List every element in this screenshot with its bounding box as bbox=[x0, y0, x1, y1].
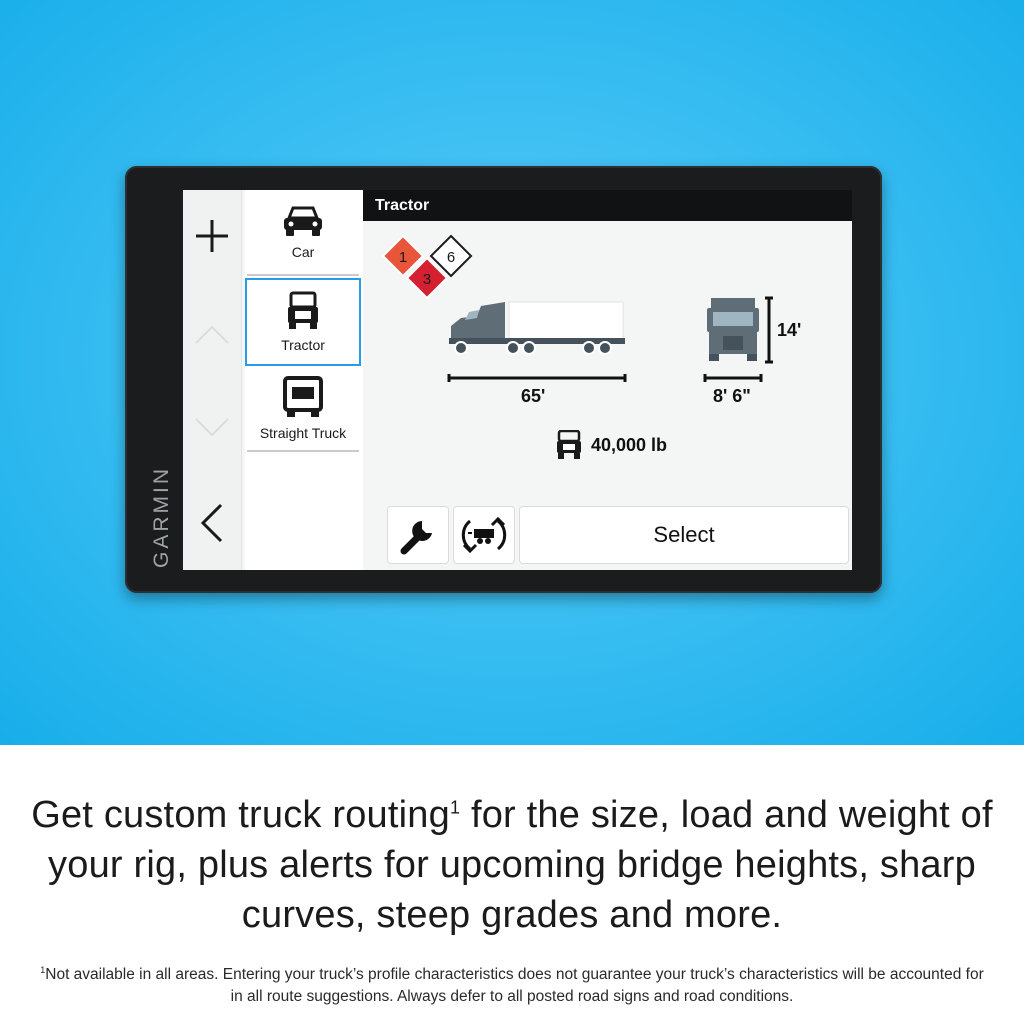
back-button[interactable] bbox=[183, 498, 241, 548]
weight-value: 40,000 lb bbox=[591, 434, 668, 455]
add-button[interactable] bbox=[183, 212, 241, 260]
trailer-swap-button[interactable] bbox=[453, 506, 515, 564]
profile-label: Tractor bbox=[281, 337, 325, 353]
caption-text-end: for the size, load and weight of your rig, plus alerts for upcoming bridge heights, sharp curves, steep grades and more. bbox=[48, 794, 993, 936]
settings-button[interactable] bbox=[387, 506, 449, 564]
left-control-column bbox=[183, 190, 242, 570]
truck-front-icon bbox=[705, 296, 761, 362]
width-value: 8' 6" bbox=[713, 386, 751, 406]
height-dimension-line bbox=[763, 296, 775, 364]
marketing-caption bbox=[0, 790, 1024, 940]
scroll-down-button[interactable] bbox=[183, 408, 241, 448]
trailer-swap-icon bbox=[460, 513, 508, 557]
footnote-marker: 1 bbox=[40, 964, 46, 975]
profile-item-straight-truck[interactable] bbox=[247, 366, 359, 452]
weight-readout bbox=[555, 430, 667, 460]
height-value: 14' bbox=[777, 320, 802, 340]
footnote bbox=[40, 964, 984, 1008]
vehicle-profile-list bbox=[245, 190, 363, 570]
svg-text:1: 1 bbox=[398, 249, 408, 266]
wrench-icon bbox=[398, 515, 438, 555]
width-dimension-line bbox=[703, 372, 763, 384]
straight-truck-icon bbox=[282, 375, 324, 419]
profile-label: Straight Truck bbox=[259, 425, 347, 441]
caption-text-start: Get custom truck routing bbox=[31, 794, 450, 836]
profile-item-tractor[interactable] bbox=[245, 278, 361, 366]
device-brand: GARMIN bbox=[150, 466, 173, 568]
back-arrow-icon bbox=[199, 503, 225, 543]
profile-detail-panel bbox=[363, 190, 852, 570]
car-icon bbox=[281, 204, 325, 238]
truck-side-icon bbox=[447, 298, 627, 360]
select-button[interactable]: Select bbox=[519, 506, 849, 564]
length-value: 65' bbox=[521, 386, 546, 406]
chevron-up-icon bbox=[194, 323, 230, 345]
device-screen bbox=[183, 190, 852, 570]
chevron-down-icon bbox=[194, 417, 230, 439]
svg-text:3: 3 bbox=[422, 271, 432, 288]
profile-item-car[interactable] bbox=[247, 190, 359, 276]
profile-label: Car bbox=[291, 244, 315, 260]
length-dimension-line bbox=[447, 372, 627, 384]
page-title: Tractor bbox=[363, 190, 852, 221]
footnote-text: Not available in all areas. Entering your truck’s profile characteristics does not guarantee your truck’s characteristics will be accounted for in all route suggestions. Always defer to all posted road signs and road conditions. bbox=[45, 966, 984, 1005]
hazmat-class-icons bbox=[381, 234, 481, 304]
scroll-up-button[interactable] bbox=[183, 314, 241, 354]
tractor-icon bbox=[285, 291, 321, 331]
caption-footnote-marker: 1 bbox=[449, 797, 461, 818]
plus-icon bbox=[192, 216, 232, 256]
truck-weight-icon bbox=[555, 430, 583, 460]
svg-text:6: 6 bbox=[446, 249, 456, 266]
